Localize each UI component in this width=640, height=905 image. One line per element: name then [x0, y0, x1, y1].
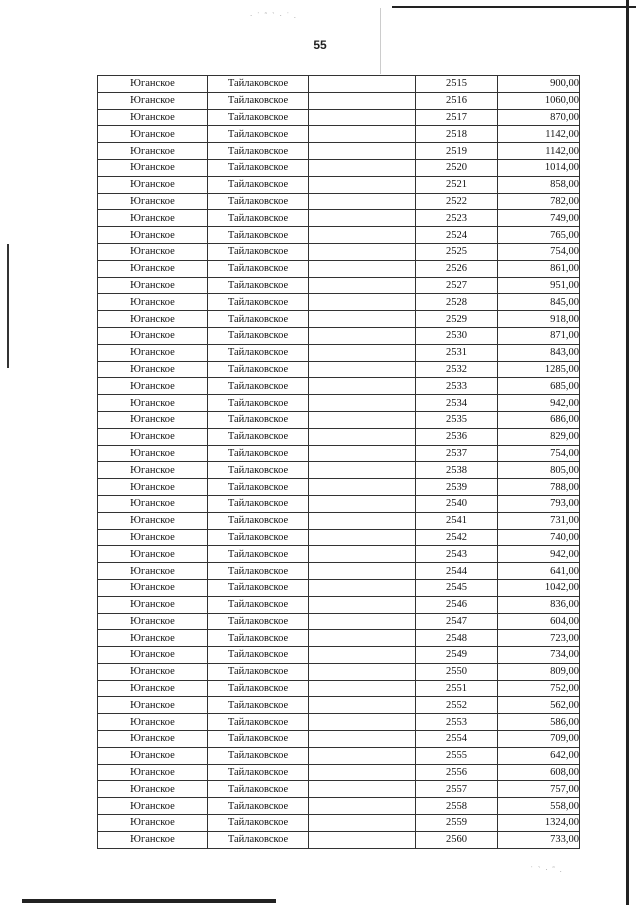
empty-cell [309, 227, 416, 244]
area-cell: 723,00 [498, 630, 580, 647]
empty-cell [309, 512, 416, 529]
area-cell: 685,00 [498, 378, 580, 395]
page-number: 55 [313, 38, 327, 52]
area-cell: 858,00 [498, 176, 580, 193]
empty-cell [309, 462, 416, 479]
forestry-cell: Тайлаковское [208, 428, 309, 445]
quarter-number-cell: 2559 [416, 815, 498, 832]
table-row [98, 529, 580, 546]
forestry-cell: Тайлаковское [208, 227, 309, 244]
scan-smudge-bottom: ˙ ` · ˜ . [530, 866, 563, 874]
table-body [98, 76, 580, 849]
empty-cell [309, 378, 416, 395]
area-cell: 793,00 [498, 495, 580, 512]
area-cell: 870,00 [498, 109, 580, 126]
forestry-cell: Тайлаковское [208, 479, 309, 496]
empty-cell [309, 680, 416, 697]
district-cell: Юганское [98, 697, 208, 714]
quarter-number-cell: 2531 [416, 344, 498, 361]
quarter-number-cell: 2525 [416, 243, 498, 260]
table-row [98, 227, 580, 244]
forestry-cell: Тайлаковское [208, 731, 309, 748]
empty-cell [309, 529, 416, 546]
forestry-cell: Тайлаковское [208, 294, 309, 311]
table-row [98, 731, 580, 748]
table-row [98, 193, 580, 210]
table-row [98, 781, 580, 798]
table-row [98, 697, 580, 714]
area-cell: 754,00 [498, 243, 580, 260]
forestry-cell: Тайлаковское [208, 495, 309, 512]
forestry-cell: Тайлаковское [208, 76, 309, 93]
forestry-cell: Тайлаковское [208, 243, 309, 260]
forestry-cell: Тайлаковское [208, 831, 309, 848]
quarter-number-cell: 2519 [416, 143, 498, 160]
forestry-cell: Тайлаковское [208, 647, 309, 664]
table-row [98, 260, 580, 277]
table-row [98, 294, 580, 311]
empty-cell [309, 546, 416, 563]
empty-cell [309, 714, 416, 731]
district-cell: Юганское [98, 764, 208, 781]
quarter-number-cell: 2523 [416, 210, 498, 227]
area-cell: 586,00 [498, 714, 580, 731]
district-cell: Юганское [98, 479, 208, 496]
area-cell: 942,00 [498, 395, 580, 412]
forestry-cell: Тайлаковское [208, 210, 309, 227]
district-cell: Юганское [98, 462, 208, 479]
forestry-cell: Тайлаковское [208, 260, 309, 277]
table-row [98, 395, 580, 412]
forestry-cell: Тайлаковское [208, 714, 309, 731]
forestry-cell: Тайлаковское [208, 361, 309, 378]
area-cell: 731,00 [498, 512, 580, 529]
district-cell: Юганское [98, 193, 208, 210]
area-cell: 604,00 [498, 613, 580, 630]
quarter-number-cell: 2526 [416, 260, 498, 277]
empty-cell [309, 126, 416, 143]
area-cell: 608,00 [498, 764, 580, 781]
area-cell: 843,00 [498, 344, 580, 361]
empty-cell [309, 76, 416, 93]
table-row [98, 546, 580, 563]
quarter-number-cell: 2534 [416, 395, 498, 412]
forestry-cell: Тайлаковское [208, 563, 309, 580]
forestry-cell: Тайлаковское [208, 411, 309, 428]
quarter-number-cell: 2515 [416, 76, 498, 93]
area-cell: 740,00 [498, 529, 580, 546]
district-cell: Юганское [98, 361, 208, 378]
empty-cell [309, 815, 416, 832]
district-cell: Юганское [98, 344, 208, 361]
empty-cell [309, 411, 416, 428]
district-cell: Юганское [98, 92, 208, 109]
empty-cell [309, 176, 416, 193]
empty-cell [309, 445, 416, 462]
forestry-cell: Тайлаковское [208, 109, 309, 126]
district-cell: Юганское [98, 143, 208, 160]
area-cell: 1324,00 [498, 815, 580, 832]
area-cell: 782,00 [498, 193, 580, 210]
forestry-cell: Тайлаковское [208, 579, 309, 596]
empty-cell [309, 798, 416, 815]
empty-cell [309, 193, 416, 210]
empty-cell [309, 143, 416, 160]
quarter-number-cell: 2554 [416, 731, 498, 748]
area-cell: 805,00 [498, 462, 580, 479]
area-cell: 734,00 [498, 647, 580, 664]
empty-cell [309, 327, 416, 344]
area-cell: 788,00 [498, 479, 580, 496]
quarter-number-cell: 2535 [416, 411, 498, 428]
district-cell: Юганское [98, 512, 208, 529]
quarter-number-cell: 2517 [416, 109, 498, 126]
table-row [98, 495, 580, 512]
table-row [98, 327, 580, 344]
area-cell: 733,00 [498, 831, 580, 848]
area-cell: 1142,00 [498, 143, 580, 160]
district-cell: Юганское [98, 630, 208, 647]
district-cell: Юганское [98, 529, 208, 546]
area-cell: 942,00 [498, 546, 580, 563]
district-cell: Юганское [98, 798, 208, 815]
area-cell: 871,00 [498, 327, 580, 344]
quarter-number-cell: 2556 [416, 764, 498, 781]
forestry-cell: Тайлаковское [208, 143, 309, 160]
area-cell: 749,00 [498, 210, 580, 227]
empty-cell [309, 159, 416, 176]
forestry-cell: Тайлаковское [208, 630, 309, 647]
area-cell: 765,00 [498, 227, 580, 244]
district-cell: Юганское [98, 445, 208, 462]
area-cell: 562,00 [498, 697, 580, 714]
quarter-number-cell: 2544 [416, 563, 498, 580]
table-row [98, 445, 580, 462]
empty-cell [309, 647, 416, 664]
forestry-cell: Тайлаковское [208, 378, 309, 395]
quarter-number-cell: 2546 [416, 596, 498, 613]
area-cell: 1014,00 [498, 159, 580, 176]
forestry-cell: Тайлаковское [208, 764, 309, 781]
scan-edge-left [7, 244, 9, 368]
empty-cell [309, 277, 416, 294]
quarter-number-cell: 2555 [416, 747, 498, 764]
table-row [98, 311, 580, 328]
quarter-number-cell: 2547 [416, 613, 498, 630]
table-row [98, 344, 580, 361]
district-cell: Юганское [98, 159, 208, 176]
table-row [98, 462, 580, 479]
quarter-number-cell: 2557 [416, 781, 498, 798]
empty-cell [309, 344, 416, 361]
quarter-number-cell: 2518 [416, 126, 498, 143]
quarter-number-cell: 2548 [416, 630, 498, 647]
quarter-number-cell: 2549 [416, 647, 498, 664]
table-row [98, 613, 580, 630]
area-cell: 642,00 [498, 747, 580, 764]
district-cell: Юганское [98, 495, 208, 512]
area-cell: 918,00 [498, 311, 580, 328]
forestry-cell: Тайлаковское [208, 311, 309, 328]
quarter-number-cell: 2540 [416, 495, 498, 512]
table-row [98, 109, 580, 126]
district-cell: Юганское [98, 210, 208, 227]
quarter-number-cell: 2537 [416, 445, 498, 462]
empty-cell [309, 697, 416, 714]
empty-cell [309, 563, 416, 580]
table-row [98, 411, 580, 428]
forestry-cell: Тайлаковское [208, 462, 309, 479]
area-cell: 836,00 [498, 596, 580, 613]
area-cell: 845,00 [498, 294, 580, 311]
empty-cell [309, 210, 416, 227]
district-cell: Юганское [98, 579, 208, 596]
area-cell: 1042,00 [498, 579, 580, 596]
area-cell: 752,00 [498, 680, 580, 697]
empty-cell [309, 243, 416, 260]
quarter-number-cell: 2550 [416, 663, 498, 680]
empty-cell [309, 495, 416, 512]
forestry-cell: Тайлаковское [208, 126, 309, 143]
area-cell: 951,00 [498, 277, 580, 294]
district-cell: Юганское [98, 243, 208, 260]
area-cell: 686,00 [498, 411, 580, 428]
quarter-number-cell: 2542 [416, 529, 498, 546]
empty-cell [309, 109, 416, 126]
empty-cell [309, 831, 416, 848]
empty-cell [309, 781, 416, 798]
quarter-number-cell: 2560 [416, 831, 498, 848]
empty-cell [309, 579, 416, 596]
empty-cell [309, 395, 416, 412]
quarter-number-cell: 2539 [416, 479, 498, 496]
table-row [98, 361, 580, 378]
district-cell: Юганское [98, 714, 208, 731]
quarter-number-cell: 2545 [416, 579, 498, 596]
quarter-number-cell: 2532 [416, 361, 498, 378]
forestry-cell: Тайлаковское [208, 815, 309, 832]
forestry-cell: Тайлаковское [208, 596, 309, 613]
scan-edge-bottom [22, 899, 276, 903]
empty-cell [309, 428, 416, 445]
quarter-number-cell: 2558 [416, 798, 498, 815]
district-cell: Юганское [98, 596, 208, 613]
quarter-number-cell: 2552 [416, 697, 498, 714]
scan-edge-top [392, 6, 636, 8]
table-row [98, 798, 580, 815]
table-row [98, 76, 580, 93]
district-cell: Юганское [98, 109, 208, 126]
district-cell: Юганское [98, 747, 208, 764]
forestry-cell: Тайлаковское [208, 176, 309, 193]
scan-edge-right [626, 0, 629, 905]
table-row [98, 815, 580, 832]
empty-cell [309, 630, 416, 647]
district-cell: Юганское [98, 680, 208, 697]
quarter-number-cell: 2538 [416, 462, 498, 479]
quarter-number-cell: 2553 [416, 714, 498, 731]
district-cell: Юганское [98, 647, 208, 664]
forestry-cell: Тайлаковское [208, 159, 309, 176]
forestry-cell: Тайлаковское [208, 697, 309, 714]
quarter-number-cell: 2551 [416, 680, 498, 697]
empty-cell [309, 260, 416, 277]
table-row [98, 663, 580, 680]
empty-cell [309, 294, 416, 311]
table-row [98, 243, 580, 260]
district-cell: Юганское [98, 227, 208, 244]
table-row [98, 176, 580, 193]
quarter-number-cell: 2529 [416, 311, 498, 328]
area-cell: 558,00 [498, 798, 580, 815]
forestry-cell: Тайлаковское [208, 781, 309, 798]
district-cell: Юганское [98, 731, 208, 748]
table-row [98, 747, 580, 764]
table-row [98, 512, 580, 529]
quarter-number-cell: 2527 [416, 277, 498, 294]
empty-cell [309, 731, 416, 748]
forestry-cell: Тайлаковское [208, 327, 309, 344]
quarter-number-cell: 2522 [416, 193, 498, 210]
forestry-cell: Тайлаковское [208, 680, 309, 697]
area-cell: 900,00 [498, 76, 580, 93]
forestry-cell: Тайлаковское [208, 512, 309, 529]
district-cell: Юганское [98, 613, 208, 630]
area-cell: 1142,00 [498, 126, 580, 143]
district-cell: Юганское [98, 395, 208, 412]
area-cell: 641,00 [498, 563, 580, 580]
table-row [98, 378, 580, 395]
empty-cell [309, 479, 416, 496]
district-cell: Юганское [98, 294, 208, 311]
district-cell: Юганское [98, 428, 208, 445]
forestry-cell: Тайлаковское [208, 344, 309, 361]
district-cell: Юганское [98, 378, 208, 395]
quarter-number-cell: 2524 [416, 227, 498, 244]
district-cell: Юганское [98, 76, 208, 93]
quarter-number-cell: 2521 [416, 176, 498, 193]
quarter-number-cell: 2543 [416, 546, 498, 563]
area-cell: 754,00 [498, 445, 580, 462]
forestry-cell: Тайлаковское [208, 529, 309, 546]
area-cell: 1285,00 [498, 361, 580, 378]
empty-cell [309, 613, 416, 630]
table-row [98, 714, 580, 731]
forest-quarter-table [97, 75, 580, 849]
area-cell: 829,00 [498, 428, 580, 445]
quarter-number-cell: 2533 [416, 378, 498, 395]
table-row [98, 630, 580, 647]
quarter-number-cell: 2536 [416, 428, 498, 445]
empty-cell [309, 311, 416, 328]
area-cell: 1060,00 [498, 92, 580, 109]
forestry-cell: Тайлаковское [208, 613, 309, 630]
forestry-cell: Тайлаковское [208, 395, 309, 412]
area-cell: 809,00 [498, 663, 580, 680]
district-cell: Юганское [98, 781, 208, 798]
forestry-cell: Тайлаковское [208, 798, 309, 815]
district-cell: Юганское [98, 311, 208, 328]
empty-cell [309, 663, 416, 680]
table-row [98, 428, 580, 445]
district-cell: Юганское [98, 327, 208, 344]
district-cell: Юганское [98, 260, 208, 277]
quarter-number-cell: 2541 [416, 512, 498, 529]
district-cell: Юганское [98, 815, 208, 832]
quarter-number-cell: 2530 [416, 327, 498, 344]
quarter-number-cell: 2528 [416, 294, 498, 311]
table-row [98, 579, 580, 596]
table-row [98, 479, 580, 496]
forestry-cell: Тайлаковское [208, 663, 309, 680]
empty-cell [309, 361, 416, 378]
empty-cell [309, 764, 416, 781]
district-cell: Юганское [98, 176, 208, 193]
district-cell: Юганское [98, 663, 208, 680]
district-cell: Юганское [98, 126, 208, 143]
table-row [98, 647, 580, 664]
forestry-cell: Тайлаковское [208, 92, 309, 109]
quarter-number-cell: 2516 [416, 92, 498, 109]
table-row [98, 764, 580, 781]
district-cell: Юганское [98, 563, 208, 580]
table-row [98, 143, 580, 160]
table-row [98, 92, 580, 109]
area-cell: 861,00 [498, 260, 580, 277]
table-row [98, 277, 580, 294]
district-cell: Юганское [98, 546, 208, 563]
empty-cell [309, 747, 416, 764]
table-row [98, 563, 580, 580]
table-row [98, 159, 580, 176]
district-cell: Юганское [98, 411, 208, 428]
forestry-cell: Тайлаковское [208, 546, 309, 563]
scan-smudge-top: · ˙ ˜ ` · ˙ . [250, 12, 298, 20]
table-row [98, 210, 580, 227]
forestry-cell: Тайлаковское [208, 747, 309, 764]
table-row [98, 831, 580, 848]
district-cell: Юганское [98, 277, 208, 294]
forestry-cell: Тайлаковское [208, 193, 309, 210]
forestry-cell: Тайлаковское [208, 445, 309, 462]
area-cell: 709,00 [498, 731, 580, 748]
table-row [98, 596, 580, 613]
forestry-cell: Тайлаковское [208, 277, 309, 294]
empty-cell [309, 92, 416, 109]
table-row [98, 680, 580, 697]
quarter-number-cell: 2520 [416, 159, 498, 176]
table-row [98, 126, 580, 143]
empty-cell [309, 596, 416, 613]
district-cell: Юганское [98, 831, 208, 848]
area-cell: 757,00 [498, 781, 580, 798]
